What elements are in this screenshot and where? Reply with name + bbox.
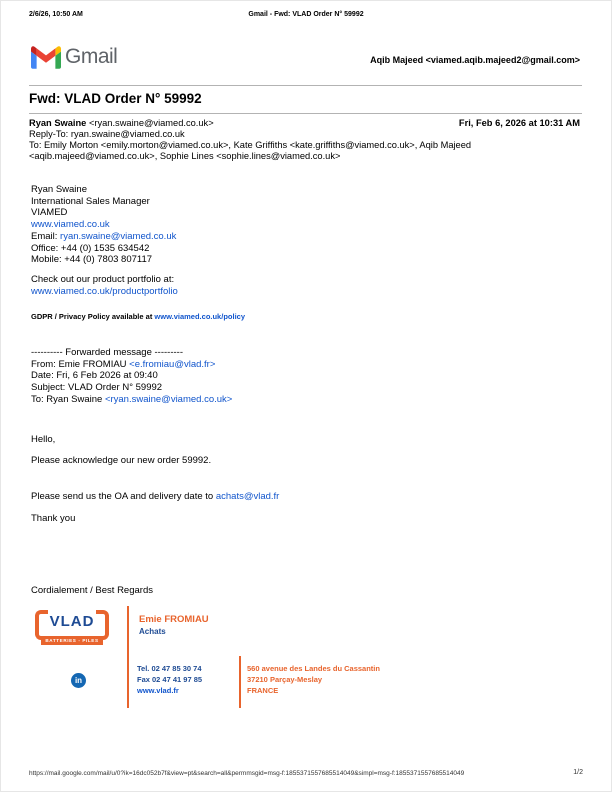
body-para1: Please acknowledge our new order 59992. [31,455,212,466]
signature-company: VIAMED [31,207,68,219]
forwarded-from-email-link[interactable]: <e.fromiau@vlad.fr> [129,358,216,370]
from-name: Ryan Swaine [29,118,87,128]
sender-signature [31,184,176,266]
signature-email-link[interactable]: ryan.swaine@viamed.co.uk [60,230,177,242]
forwarded-from-label: From: Emie FROMIAU [31,358,130,370]
body-para2-text: Please send us the OA and delivery date to [31,491,216,502]
divider-top [29,85,582,86]
body-para2 [31,491,279,503]
vlad-address-line3: FRANCE [247,686,279,695]
forwarded-to-email-link[interactable]: <ryan.swaine@viamed.co.uk> [104,393,233,405]
vlad-tel: Tel. 02 47 85 30 74 [137,664,202,673]
forwarded-to-line [31,394,232,406]
body-thanks: Thank you [31,513,76,524]
vlad-logo-text: VLAD [49,613,95,630]
footer-url: https://mail.google.com/mail/u/0?ik=16dc052b7f&view=pt&search=all&permmsgid=msg-f:1855371557685514049&simpl=msg-f:1855371557685514049 [29,770,465,777]
signature-divider-vertical-1 [127,606,129,708]
print-date: 2/6/26, 10:50 AM [29,11,83,18]
signature-website-link[interactable]: www.viamed.co.uk [31,219,110,231]
forwarded-from-line [31,359,232,371]
vlad-address-line1: 560 avenue des Landes du Cassantin [247,664,380,673]
gdpr-policy-link[interactable]: www.viamed.co.uk/policy [154,312,245,321]
signature-divider-vertical-2 [239,656,241,708]
forwarded-date-line: Date: Fri, 6 Feb 2026 at 09:40 [31,370,158,382]
vlad-contact-block [137,663,202,696]
body-greeting: Hello, [31,434,56,445]
body-regards: Cordialement / Best Regards [31,585,153,596]
vlad-logo [35,610,109,648]
vlad-contact-name: Emie FROMIAU [139,614,209,625]
linkedin-icon[interactable]: in [71,673,86,688]
email-label: Email: [31,230,61,242]
sent-date: Fri, Feb 6, 2026 at 10:31 AM [458,118,580,128]
vlad-logo-tagline: BATTERIES - PILES [41,636,103,645]
account-identity: Aqib Majeed <viamed.aqib.majeed2@gmail.com> [370,55,580,65]
signature-office-phone: Office: +44 (0) 1535 634542 [31,242,150,254]
signature-job-title: International Sales Manager [31,195,150,207]
vlad-website-link[interactable]: www.vlad.fr [137,686,179,695]
footer-page-number: 1/2 [573,769,583,776]
portfolio-link[interactable]: www.viamed.co.uk/productportfolio [31,285,178,297]
print-title: Gmail - Fwd: VLAD Order N° 59992 [248,11,364,18]
from-email: <ryan.swaine@viamed.co.uk> [88,118,214,128]
achats-email-link[interactable]: achats@vlad.fr [215,491,280,502]
portfolio-block [31,274,178,297]
portfolio-text: Check out our product portfolio at: [31,274,175,285]
vlad-address-block [247,663,380,696]
gdpr-text: GDPR / Privacy Policy available at [31,312,155,321]
vlad-address-line2: 37210 Parçay-Meslay [247,675,323,684]
forwarded-subject-line: Subject: VLAD Order N° 59992 [31,382,163,394]
gmail-logo-icon [31,46,61,69]
vlad-contact-role: Achats [139,627,166,636]
signature-mobile-phone: Mobile: +44 (0) 7803 807117 [31,254,153,266]
divider-subject [29,113,582,114]
forwarded-divider: ---------- Forwarded message --------- [31,347,183,358]
to-line: To: Emily Morton <emily.morton@viamed.co.uk>, Kate Griffiths <kate.griffiths@viamed.co.uk>, Aqib Majeed <aqib.majeed@viamed.co.uk>, Sophie Lines <sophie.lines@viamed.co.uk> [29,140,472,162]
email-subject: Fwd: VLAD Order N° 59992 [29,91,202,106]
forwarded-header [31,347,232,406]
forwarded-to-label: To: Ryan Swaine [31,393,105,405]
reply-to-line: Reply-To: ryan.swaine@viamed.co.uk [29,129,185,139]
gdpr-line [31,312,245,321]
signature-email-line [31,231,176,243]
gmail-wordmark: Gmail [65,45,118,68]
vlad-fax: Fax 02 47 41 97 85 [137,675,203,684]
from-line [29,118,214,129]
signature-name: Ryan Swaine [31,184,87,195]
